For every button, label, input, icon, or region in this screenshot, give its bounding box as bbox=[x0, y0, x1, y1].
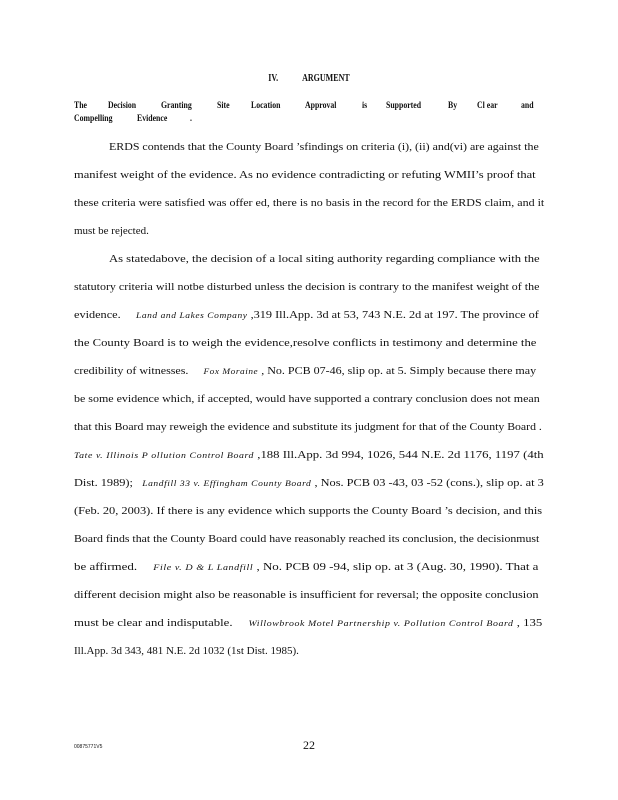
subheading-word: Cl ear bbox=[477, 101, 498, 111]
section-number: IV. bbox=[268, 73, 279, 84]
subheading-word: Approval bbox=[304, 101, 337, 111]
body-line: Board finds that the County Board could have reasonably reached its conclusion, the decisionmust bbox=[74, 533, 540, 545]
case-citation: Fox Moraine bbox=[203, 366, 259, 376]
case-citation: Willowbrook Motel Partnership v. Pollution Control Board bbox=[248, 618, 514, 628]
section-heading bbox=[62, 73, 556, 84]
subheading-word: Supported bbox=[386, 101, 422, 111]
body-line: As statedabove, the decision of a local siting authority regarding compliance with the bbox=[109, 253, 540, 265]
body-line: these criteria were satisfied was offer ed, there is no basis in the record for the ERDS claim, and it bbox=[74, 197, 545, 209]
body-line: be some evidence which, if accepted, would have supported a contrary conclusion does not mean bbox=[74, 393, 540, 405]
body-line: be affirmed. File v. D & L Landfill , No. PCB 09 -94, slip op. at 3 (Aug. 30, 1990). That a bbox=[74, 561, 539, 573]
body-line: evidence. Land and Lakes Company ,319 Ill.App. 3d at 53, 743 N.E. 2d at 197. The province of bbox=[74, 309, 539, 321]
case-citation: Land and Lakes Company bbox=[135, 310, 248, 320]
subheading-word: . bbox=[189, 114, 192, 124]
section-title: ARGUMENT bbox=[302, 73, 350, 84]
argument-subheading-line-1 bbox=[74, 101, 536, 111]
case-citation: Tate v. Illinois P ollution Control Board bbox=[74, 450, 255, 460]
body-line: different decision might also be reasonable is insufficient for reversal; the opposite conclusion bbox=[74, 589, 539, 601]
subheading-word: Evidence bbox=[136, 114, 168, 124]
body-line: ERDS contends that the County Board ’sfindings on criteria (i), (ii) and(vi) are against the bbox=[109, 141, 539, 153]
body-line: (Feb. 20, 2003). If there is any evidence which supports the County Board ’s decision, and this bbox=[74, 505, 543, 517]
body-line: statutory criteria will notbe disturbed unless the decision is contrary to the manifest weight of the bbox=[74, 281, 540, 293]
document-id: 00875771V5 bbox=[74, 744, 103, 750]
subheading-word: The bbox=[74, 101, 87, 111]
subheading-word: is bbox=[361, 101, 367, 111]
case-citation: File v. D & L Landfill bbox=[153, 562, 254, 572]
subheading-word: Location bbox=[250, 101, 281, 111]
body-line: Tate v. Illinois P ollution Control Board ,188 Ill.App. 3d 994, 1026, 544 N.E. 2d 1176, 1197 (4th bbox=[74, 449, 544, 461]
body-line: credibility of witnesses. Fox Moraine , No. PCB 07-46, slip op. at 5. Simply because there may bbox=[74, 365, 537, 377]
subheading-word: Site bbox=[216, 101, 230, 111]
body-line: Ill.App. 3d 343, 481 N.E. 2d 1032 (1st Dist. 1985). bbox=[74, 645, 299, 657]
subheading-word: Granting bbox=[160, 101, 192, 111]
argument-subheading-line-2 bbox=[74, 114, 194, 124]
body-line: must be rejected. bbox=[74, 225, 149, 237]
body-line: must be clear and indisputable. Willowbrook Motel Partnership v. Pollution Control Board , 135 bbox=[74, 617, 543, 629]
subheading-word: By bbox=[447, 101, 457, 111]
case-citation: Landfill 33 v. Effingham County Board bbox=[142, 478, 312, 488]
body-line: Dist. 1989); Landfill 33 v. Effingham County Board , Nos. PCB 03 -43, 03 -52 (cons.), slip op. at 3 bbox=[74, 477, 544, 489]
subheading-word: and bbox=[520, 101, 534, 111]
body-line: manifest weight of the evidence. As no evidence contradicting or refuting WMII’s proof that bbox=[74, 169, 536, 181]
body-line: the County Board is to weigh the evidence,resolve conflicts in testimony and determine the bbox=[74, 337, 537, 349]
page-number: 22 bbox=[303, 738, 315, 752]
subheading-word: Compelling bbox=[74, 114, 113, 124]
body-line: that this Board may reweigh the evidence and substitute its judgment for that of the County Board . bbox=[74, 421, 542, 433]
subheading-word: Decision bbox=[108, 101, 137, 111]
